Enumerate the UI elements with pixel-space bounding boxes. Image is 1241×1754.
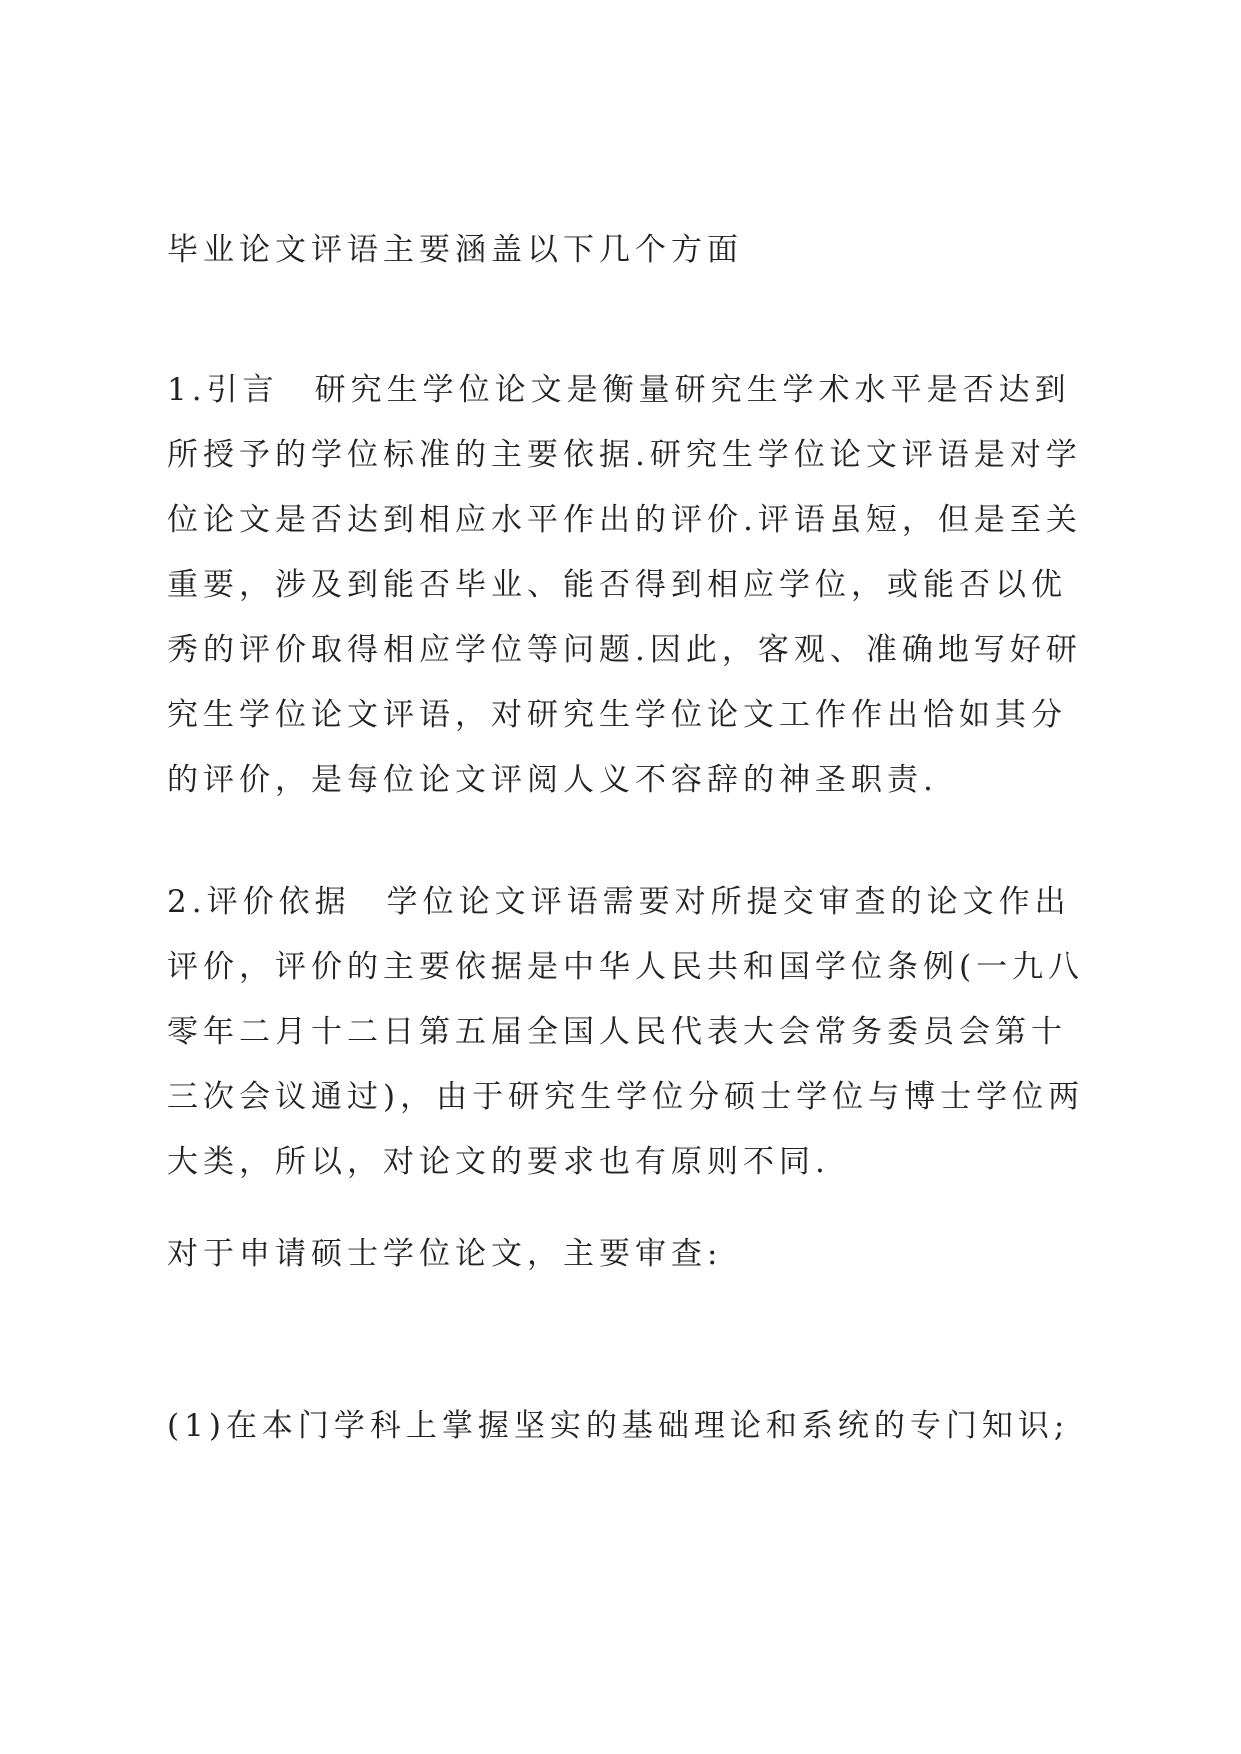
paragraph-master-review-intro: 对于申请硕士学位论文，主要审查: (167, 1236, 723, 1272)
paragraph-review-item-1: (1)在本门学科上掌握坚实的基础理论和系统的专门知识; (167, 1408, 1070, 1444)
paragraph-introduction: 1.引言 研究生学位论文是衡量研究生学术水平是否达到所授予的学位标准的主要依据.研究生学位论文评语是对学位论文是否达到相应水平作出的评价.评语虽短，但是至关重要，涉及到能否毕业、能否得到相应学位，或能否以优秀的评价取得相应学位等问题.因此，客观、准确地写好研究生学位论文评语，对研究生学位论文工作作出恰如其分的评价，是每位论文评阅人义不容辞的神圣职责. (167, 372, 1082, 798)
paragraph-evaluation-basis: 2.评价依据 学位论文评语需要对所提交审查的论文作出评价，评价的主要依据是中华人民共和国学位条例(一九八零年二月十二日第五届全国人民代表大会常务委员会第十三次会议通过)，由于研究生学位分硕士学位与博士学位两大类，所以，对论文的要求也有原则不同. (167, 884, 1085, 1180)
document-title: 毕业论文评语主要涵盖以下几个方面 (167, 232, 743, 268)
